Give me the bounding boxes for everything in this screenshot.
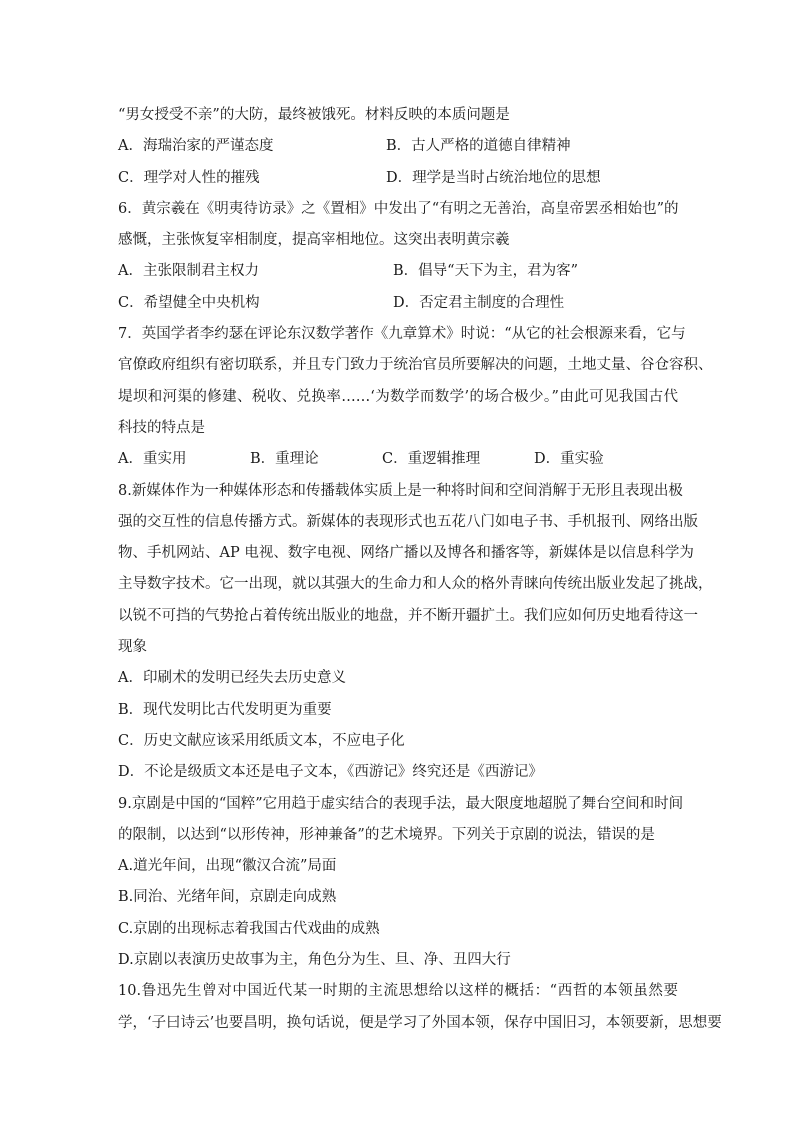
- q8-option-a: A．印刷术的发明已经失去历史意义: [118, 670, 346, 687]
- q5-option-c: C．理学对人性的摧残: [118, 169, 260, 186]
- q6-option-d: D．否定君主制度的合理性: [393, 294, 565, 311]
- q8-option-b: B．现代发明比古代发明更为重要: [118, 701, 332, 718]
- q6-stem-line: 6．黄宗羲在《明夷待访录》之《置相》中发出了“有明之无善治，高皇帝罢丞相始也”的: [118, 200, 679, 217]
- q8-option-d: D．不论是级质文本还是电子文本，《西游记》终究还是《西游记》: [118, 764, 543, 781]
- q7-option-c: C．重逻辑推理: [382, 451, 481, 468]
- q5-stem-tail: “男女授受不亲”的大防，最终被饿死。材料反映的本质问题是: [118, 107, 510, 123]
- exam-page: [118, 100, 722, 1039]
- q9-option-c: C.京剧的出现标志着我国古代戏曲的成熟: [118, 920, 380, 937]
- q7-stem-line: 7．英国学者李约瑟在评论东汉数学著作《九章算术》时说：“从它的社会根源来看，它与: [118, 326, 686, 343]
- q8-stem-line: 物、手机网站、AP 电视、数字电视、网络广播以及博各和播客等，新媒体是以信息科学为: [118, 545, 694, 562]
- q8-stem-line: 强的交互性的信息传播方式。新媒体的表现形式也五花八门如电子书、手机报刊、网络出版: [118, 513, 698, 530]
- q9-option-d: D.京剧以表演历史故事为主，角色分为生、旦、净、丑四大行: [118, 952, 511, 969]
- q9-stem-line: 9.京剧是中国的“国粹”它用趋于虚实结合的表现手法，最大限度地超脱了舞台空间和时间: [118, 795, 684, 812]
- q8-option-c: C．历史文献应该采用纸质文本，不应电子化: [118, 732, 405, 749]
- q6-options-row-2: [118, 288, 678, 319]
- q10-stem-line: 学，‘子曰诗云’也要昌明，换句话说，便是学习了外国本领，保存中国旧习，本领要新，思想要: [118, 1014, 722, 1031]
- q8-stem-line: 现象: [118, 639, 147, 656]
- q5-options-row-2: [118, 163, 678, 194]
- q5-option-d: D．理学是当时占统治地位的思想: [386, 169, 601, 186]
- q8-stem-line: 主导数字技术。它一出现，就以其强大的生命力和人众的格外青睐向传统出版业发起了挑战，: [118, 576, 713, 593]
- q7-option-d: D．重实验: [534, 451, 604, 468]
- q8-stem-line: 以锐不可挡的气势抢占着传统出版业的地盘，并不断开疆扩土。我们应如何历史地看待这一: [118, 607, 698, 624]
- q5-option-a: A．海瑞治家的严谨态度: [118, 138, 274, 155]
- q5-options-row-1: [118, 131, 678, 162]
- q6-option-b: B．倡导“天下为主，君为客”: [393, 263, 578, 280]
- q6-option-a: A．主张限制君主权力: [118, 263, 259, 280]
- q6-option-c: C．希望健全中央机构: [118, 294, 260, 311]
- q7-stem-line: 堤坝和河渠的修建、税收、兑换率……‘为数学而数学’的场合极少。”由此可见我国古代: [118, 388, 678, 405]
- q9-option-a: A.道光年间，出现“徽汉合流”局面: [118, 858, 337, 875]
- q7-option-a: A．重实用: [118, 451, 187, 468]
- q7-options-row: [118, 444, 678, 475]
- q5-option-b: B．古人严格的道德自律精神: [386, 138, 571, 155]
- q6-options-row-1: [118, 256, 678, 287]
- q7-option-b: B．重理论: [250, 451, 319, 468]
- q10-stem-line: 10.鲁迅先生曾对中国近代某一时期的主流思想给以这样的概括：“西哲的本领虽然要: [118, 983, 678, 1000]
- q7-stem-line: 官僚政府组织有密切联系，并且专门致力于统治官员所要解决的问题，土地丈量、谷仓容积、: [118, 357, 713, 374]
- q9-option-b: B.同治、光绪年间，京剧走向成熟: [118, 889, 337, 906]
- q6-stem-line: 感慨，主张恢复宰相制度，提高宰相地位。这突出表明黄宗羲: [118, 232, 510, 249]
- q8-stem-line: 8.新媒体作为一种媒体形态和传播载体实质上是一种将时间和空间消解于无形且表现出极: [118, 482, 683, 499]
- q9-stem-line: 的限制，以达到“以形传神，形神兼备”的艺术境界。下列关于京剧的说法，错误的是: [118, 826, 655, 843]
- q7-stem-line: 科技的特点是: [118, 419, 205, 436]
